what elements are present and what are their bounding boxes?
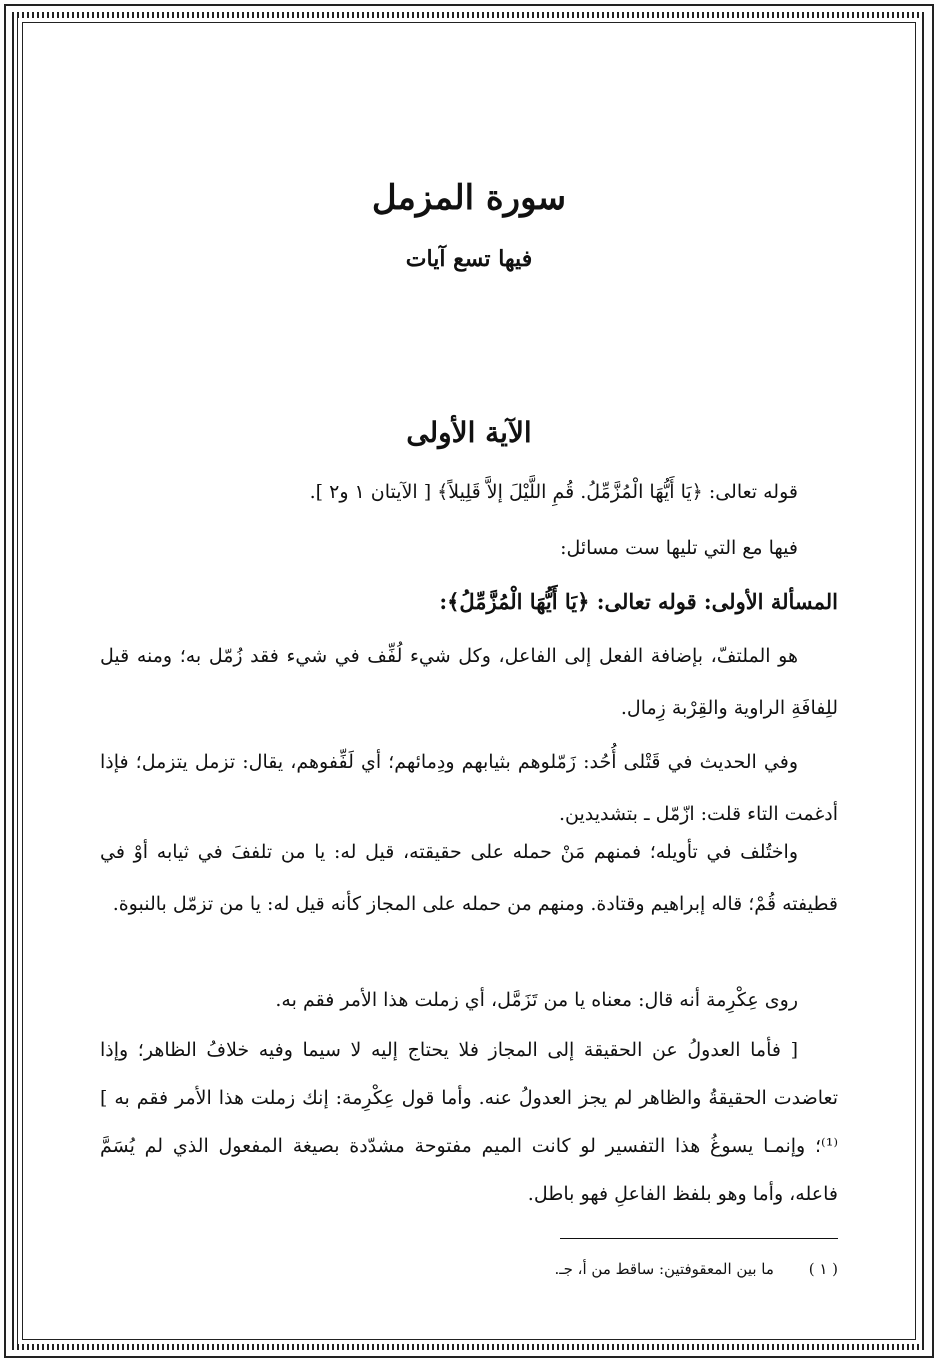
page-content: [100, 0, 838, 1368]
footnote: [100, 1258, 838, 1280]
paragraph-5: [ فأما العدولُ عن الحقيقة إلى المجاز فلا يحتاج إليه لا سيما وفيه خلافُ الظاهر؛ وإذا تعاضدت الحقيقةُ والظاهر لم يجز العدولُ عنه. وأما قول عِكْرِمة: إنك زملت هذا الأمر فقم به ] ⁽¹⁾؛ وإنمـا يسوغُ هذا التفسير لو كانت الميم مفتوحة مشدّدة بصيغة المفعول الذي لم يُسَمَّ فاعله، وأما وهو بلفظ الفاعلِ فهو باطل.: [100, 1039, 838, 1205]
paragraph-2: وفي الحديث في قَتْلى أُحُد: زَمّلوهم بثيابهم ودِمائهم؛ أي لَفِّفوهم، يقال: تزمل يتزمل؛ فإذا أدغمت التاء قلت: ازّمّل ـ بتشديدين.: [100, 751, 838, 825]
surah-title: سورة المزمل: [371, 178, 567, 218]
paragraph-4: روى عِكْرِمة أنه قال: معناه يا من تَزَمَّل، أي زملت هذا الأمر فقم به.: [275, 989, 798, 1011]
footnote-text: ما بين المعقوفتين: ساقط من أ، جـ.: [554, 1260, 774, 1278]
first-issue-heading: المسألة الأولى: قوله تعالى: ﴿يَا أَيُّهَا الْمُزَّمِّلُ﴾:: [439, 589, 838, 614]
verse-quote-line: قوله تعالى: ﴿يَا أَيُّهَا الْمُزَّمِّلُ. قُمِ اللَّيْلَ إلاَّ قَلِيلاً﴾ [ الآيتان ١ و٢ ].: [309, 481, 798, 503]
ayah-heading: الآية الأولى: [406, 416, 532, 449]
issues-intro-line: فيها مع التي تليها ست مسائل:: [560, 537, 798, 559]
paragraph-1: هو الملتفّ، بإضافة الفعل إلى الفاعل، وكل شيء لُفِّف في شيء فقد زُمّل به؛ ومنه قيل للِفافَةِ الراوية والقِرْبة زِمال.: [100, 645, 838, 719]
footnote-separator: [560, 1238, 838, 1239]
footnote-number: ( ١ ): [808, 1260, 838, 1278]
paragraph-3: واختُلف في تأويله؛ فمنهم مَنْ حمله على حقيقته، قيل له: يا من تلففَ في ثيابه أوْ في قطيفته قُمْ؛ قاله إبراهيم وقتادة. ومنهم من حمله على المجاز كأنه قيل له: يا من تزمّل بالنبوة.: [100, 841, 838, 915]
surah-subtitle: فيها تسع آيات: [405, 246, 533, 272]
